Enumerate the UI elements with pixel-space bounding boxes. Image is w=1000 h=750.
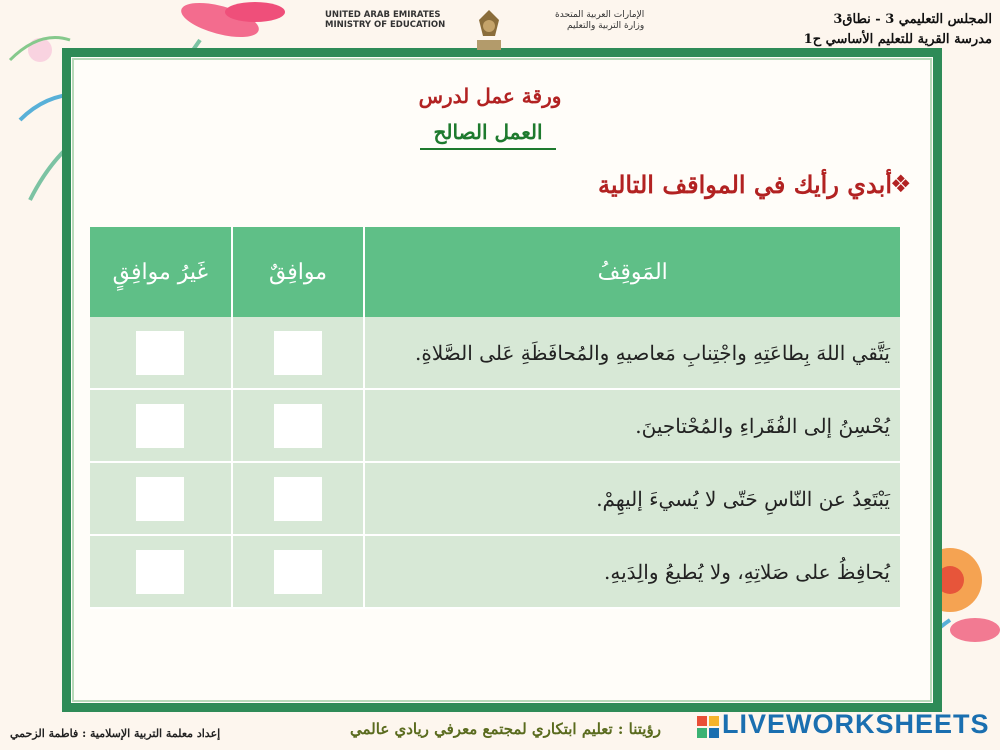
ministry-arabic bbox=[555, 10, 644, 32]
diamond-bullet-icon: ❖ bbox=[890, 170, 912, 198]
situation-text: يُحْسِنُ إلى الفُقَراءِ والمُحْتاجينَ. bbox=[363, 390, 900, 463]
liveworksheets-brand[interactable]: LIVEWORKSHEETS bbox=[722, 709, 990, 739]
table-row bbox=[90, 536, 900, 609]
table-row bbox=[90, 317, 900, 390]
uae-emblem-icon bbox=[465, 6, 513, 58]
school-info bbox=[804, 10, 992, 50]
disagree-cell bbox=[90, 463, 231, 536]
header-agree: موافِقٌ bbox=[231, 227, 364, 317]
agree-checkbox[interactable] bbox=[274, 477, 322, 521]
disagree-checkbox[interactable] bbox=[136, 331, 184, 375]
disagree-checkbox[interactable] bbox=[136, 404, 184, 448]
table-header-row bbox=[90, 227, 900, 317]
disagree-cell bbox=[90, 390, 231, 463]
agree-checkbox[interactable] bbox=[274, 404, 322, 448]
agree-cell bbox=[231, 536, 364, 609]
lesson-title: العمل الصالح bbox=[420, 120, 556, 150]
ministry-arabic-line1: الإمارات العربية المتحدة bbox=[555, 10, 645, 20]
agree-cell bbox=[231, 463, 364, 536]
disagree-cell bbox=[90, 536, 231, 609]
table-row bbox=[90, 390, 900, 463]
agree-cell bbox=[231, 390, 364, 463]
ministry-english-line2: MINISTRY OF EDUCATION bbox=[325, 20, 446, 30]
liveworksheets-logo-icon bbox=[697, 716, 719, 738]
situation-text: يُحافِظُ على صَلاتِهِ، ولا يُطيعُ والِدَيهِ. bbox=[363, 536, 900, 609]
vision-statement: رؤيتنا : تعليم ابتكاري لمجتمع معرفي ريادي عالمي bbox=[350, 720, 661, 738]
situations-table bbox=[90, 227, 900, 609]
agree-checkbox[interactable] bbox=[274, 331, 322, 375]
ministry-arabic-line2: وزارة التربية والتعليم bbox=[566, 21, 645, 31]
disagree-cell bbox=[90, 317, 231, 390]
situation-text: يَتَّقي اللهَ بِطاعَتِهِ واجْتِنابِ مَعاصيهِ والمُحافَظَةِ عَلى الصَّلاةِ. bbox=[363, 317, 900, 390]
disagree-checkbox[interactable] bbox=[136, 550, 184, 594]
ministry-english bbox=[325, 10, 445, 30]
header-situation: المَوقِفُ bbox=[363, 227, 900, 317]
agree-checkbox[interactable] bbox=[274, 550, 322, 594]
header-disagree: غَيرُ موافِقٍ bbox=[90, 227, 231, 317]
agree-cell bbox=[231, 317, 364, 390]
disagree-checkbox[interactable] bbox=[136, 477, 184, 521]
ministry-english-line1: UNITED ARAB EMIRATES bbox=[325, 10, 441, 20]
worksheet-title: ورقة عمل لدرس bbox=[418, 84, 562, 108]
instruction-text: أبدي رأيك في المواقف التالية bbox=[598, 170, 892, 199]
author-credit: إعداد معلمة التربية الإسلامية : فاطمة الزحمي bbox=[10, 727, 221, 740]
situation-text: يَبْتَعِدُ عن النّاسِ حَتّى لا يُسيءَ إليهِمْ. bbox=[363, 463, 900, 536]
table-row bbox=[90, 463, 900, 536]
council-label: المجلس التعليمي 3 - نطاق3 bbox=[833, 12, 992, 27]
school-label: مدرسة القرية للتعليم الأساسي ح1 bbox=[803, 32, 992, 47]
